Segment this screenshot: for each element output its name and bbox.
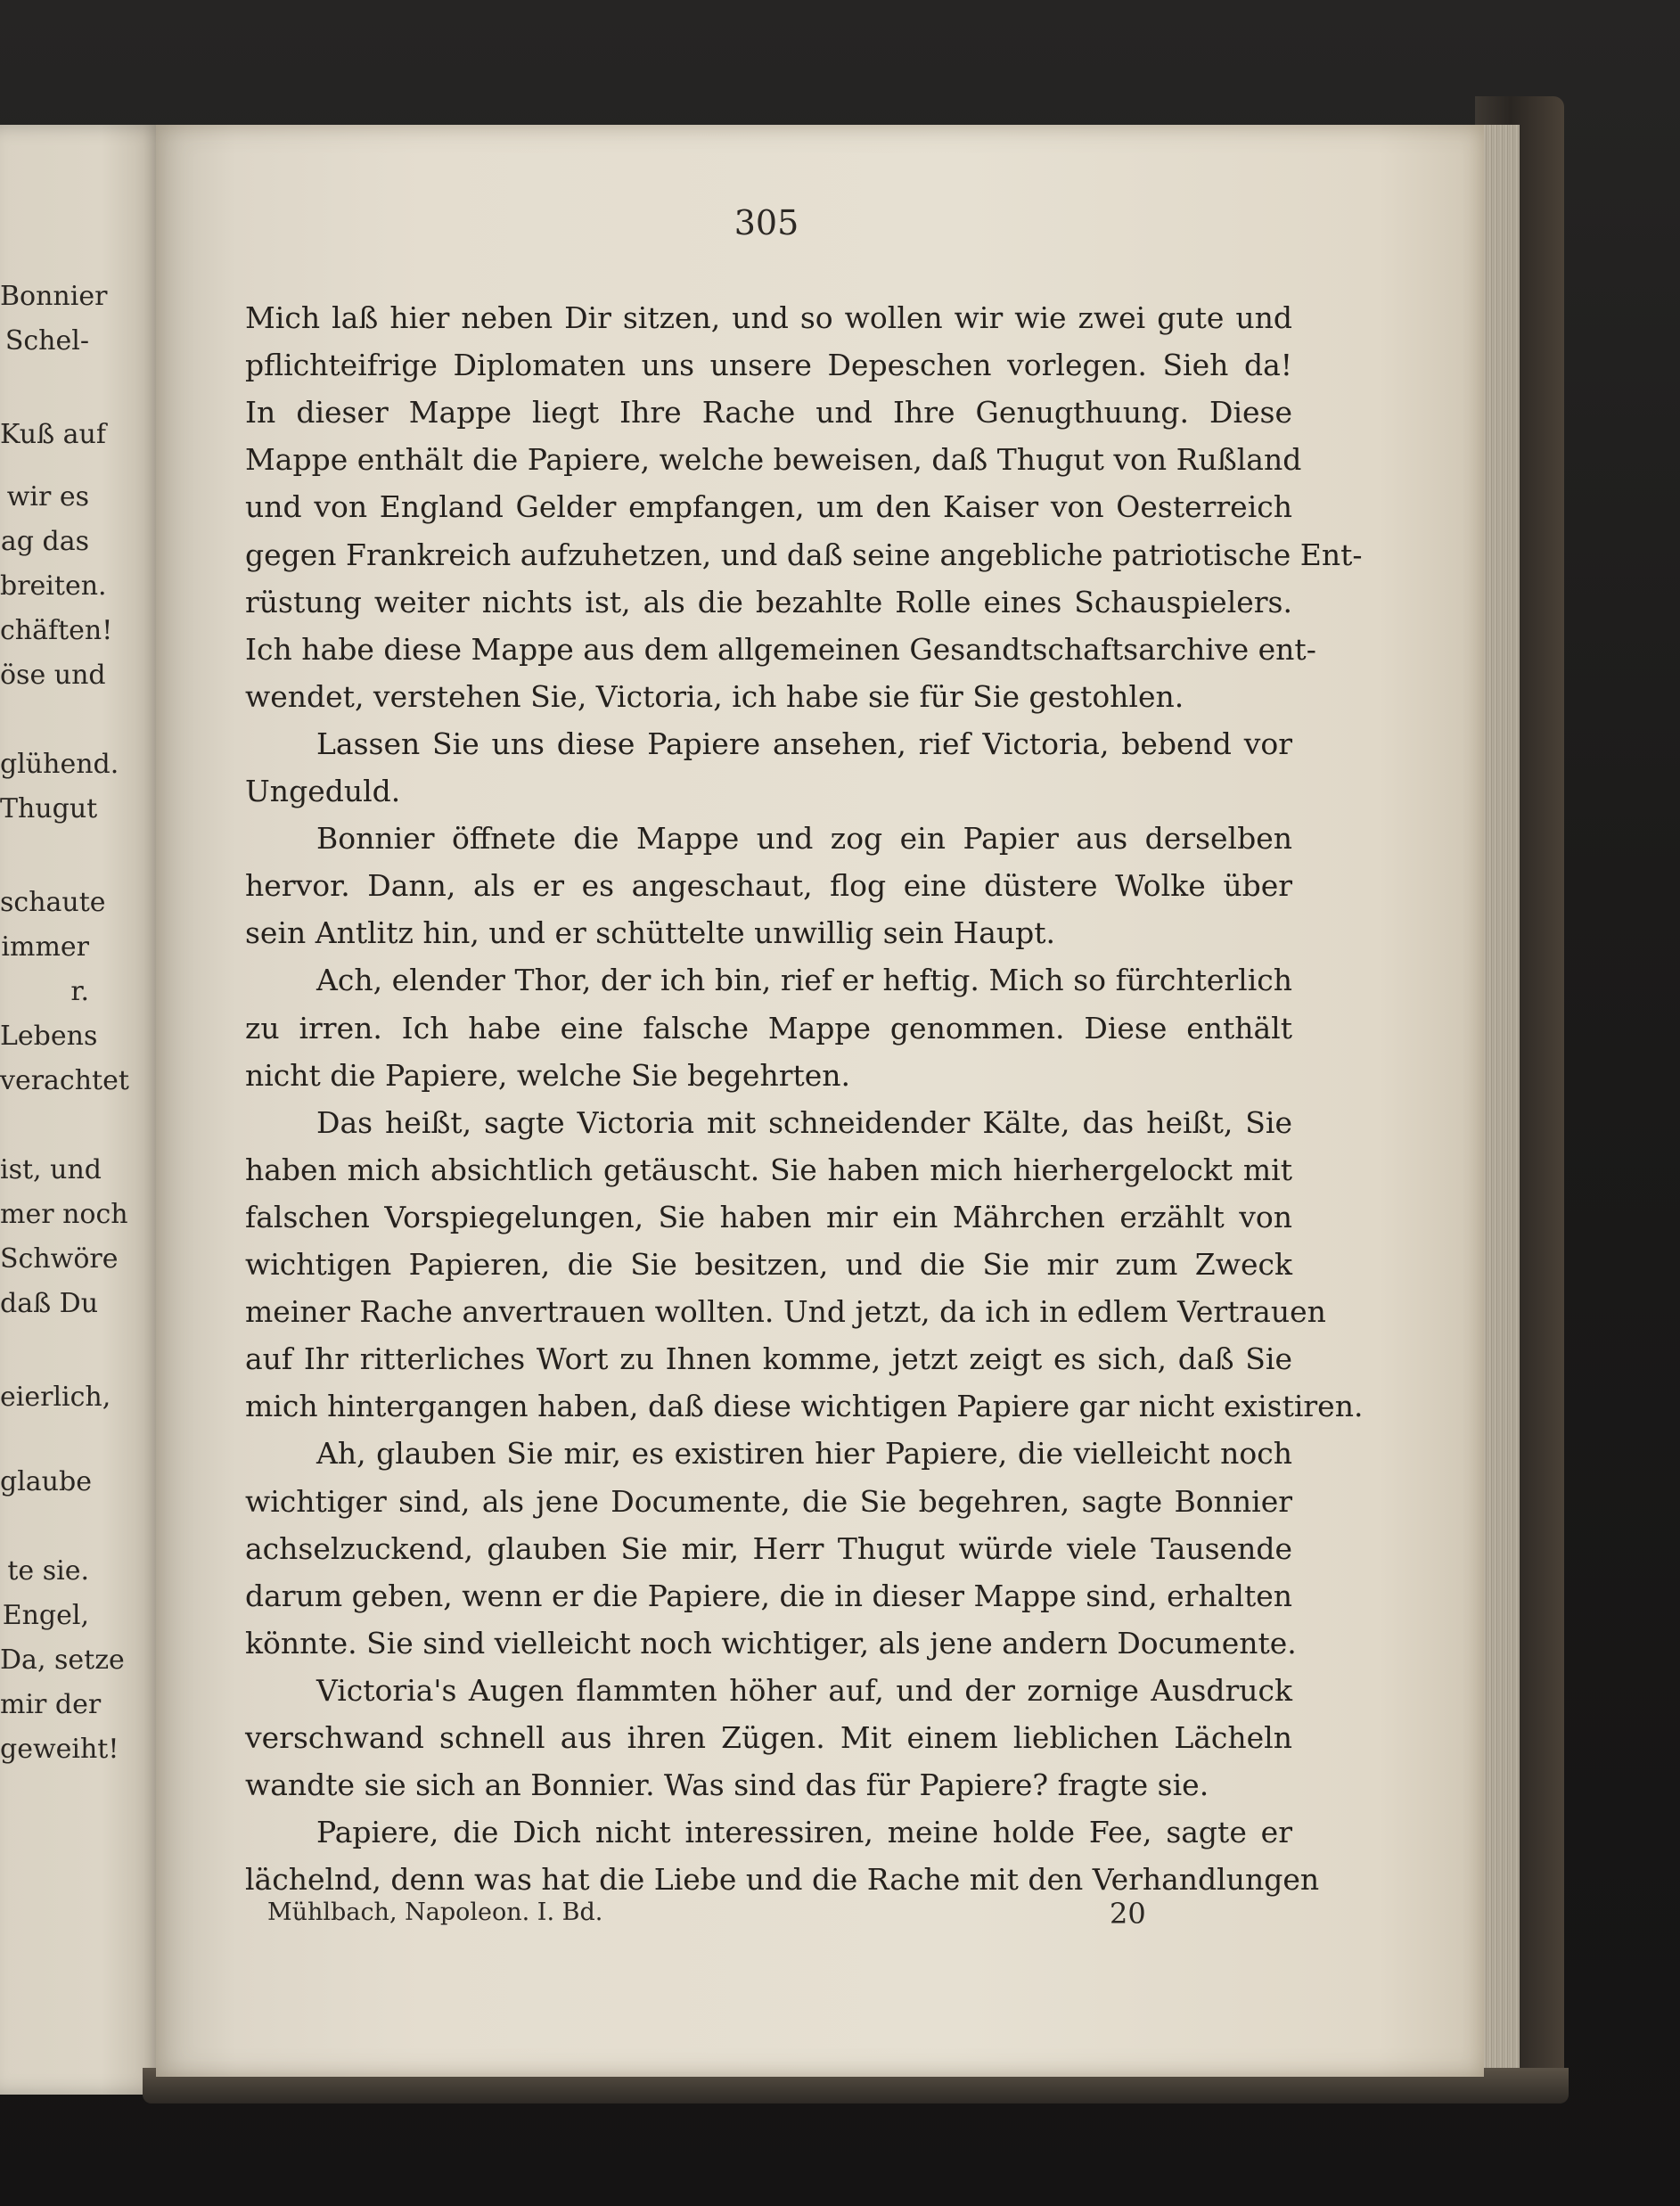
text-line: hervor. Dann, als er es angeschaut, flog eine düstere Wolke über: [245, 868, 1292, 903]
facing-page-fragment: r.: [70, 976, 89, 1007]
text-line: Lassen Sie uns diese Papiere ansehen, rief Victoria, bebend vor: [316, 726, 1292, 761]
facing-page-fragment: mir der: [0, 1689, 102, 1720]
text-line: nicht die Papiere, welche Sie begehrten.: [245, 1058, 851, 1093]
text-line: falschen Vorspiegelungen, Sie haben mir ein Mährchen erzählt von: [245, 1200, 1292, 1234]
facing-page-fragment: Da, setze: [0, 1644, 125, 1676]
text-line: und von England Gelder empfangen, um den Kaiser von Oesterreich: [245, 489, 1292, 524]
footer-signature: Mühlbach, Napoleon. I. Bd.: [267, 1898, 603, 1926]
text-line: gegen Frankreich aufzuhetzen, und daß seine angebliche patriotische Ent-: [245, 537, 1363, 572]
text-line: darum geben, wenn er die Papiere, die in dieser Mappe sind, erhalten: [245, 1579, 1292, 1613]
text-line: auf Ihr ritterliches Wort zu Ihnen komme, jetzt zeigt es sich, daß Sie: [245, 1341, 1292, 1376]
text-line: sein Antlitz hin, und er schüttelte unwillig sein Haupt.: [245, 915, 1056, 950]
facing-page-fragment: ag das: [0, 526, 89, 557]
facing-page-fragment: Kuß auf: [0, 419, 106, 450]
text-line: achselzuckend, glauben Sie mir, Herr Thugut würde viele Tausende: [245, 1531, 1292, 1566]
page-number: 305: [733, 203, 799, 242]
text-line: lächelnd, denn was hat die Liebe und die Rache mit den Verhandlungen: [245, 1862, 1320, 1897]
text-line: verschwand schnell aus ihren Zügen. Mit einem lieblichen Lächeln: [245, 1720, 1292, 1755]
facing-page-fragment: Lebens: [0, 1021, 98, 1052]
facing-page-fragment: chäften!: [0, 615, 113, 646]
facing-page-fragment: Engel,: [2, 1600, 89, 1631]
text-line: mich hintergangen haben, daß diese wichtigen Papiere gar nicht existiren.: [245, 1389, 1364, 1423]
facing-page-fragment: geweiht!: [0, 1734, 119, 1765]
text-line: wandte sie sich an Bonnier. Was sind das für Papiere? fragte sie.: [245, 1767, 1209, 1802]
text-line: Mich laß hier neben Dir sitzen, und so wollen wir wie zwei gute und: [245, 300, 1292, 335]
facing-page-fragment: Bonnier: [0, 281, 108, 312]
text-line: wendet, verstehen Sie, Victoria, ich habe sie für Sie gestohlen.: [245, 679, 1184, 714]
facing-page-fragment: te sie.: [7, 1555, 89, 1587]
facing-page-fragment: immer: [1, 931, 89, 963]
facing-page-fragment: Schel-: [4, 325, 89, 357]
facing-page-fragment: wir es: [6, 481, 89, 513]
text-line: wichtigen Papieren, die Sie besitzen, und die Sie mir zum Zweck: [245, 1247, 1292, 1282]
facing-page-fragment: öse und: [0, 660, 106, 691]
text-line: Das heißt, sagte Victoria mit schneidender Kälte, das heißt, Sie: [316, 1105, 1292, 1140]
footer-sheet-number: 20: [1110, 1897, 1146, 1931]
facing-page-fragment: ist, und: [0, 1154, 102, 1185]
text-line: meiner Rache anvertrauen wollten. Und jetzt, da ich in edlem Vertrauen: [245, 1294, 1326, 1329]
text-line: haben mich absichtlich getäuscht. Sie haben mich hierhergelockt mit: [245, 1152, 1292, 1187]
text-line: wichtiger sind, als jene Documente, die Sie begehren, sagte Bonnier: [245, 1484, 1292, 1519]
facing-page-fragment: daß Du: [0, 1288, 99, 1319]
facing-page-fragment: verachtet: [0, 1065, 129, 1096]
text-line: pflichteifrige Diplomaten uns unsere Depeschen vorlegen. Sieh da!: [245, 348, 1292, 382]
text-line: In dieser Mappe liegt Ihre Rache und Ihre Genugthuung. Diese: [245, 395, 1292, 430]
text-line: Papiere, die Dich nicht interessiren, meine holde Fee, sagte er: [316, 1815, 1292, 1849]
facing-page-fragment: Schwöre: [0, 1243, 119, 1275]
text-line: Ich habe diese Mappe aus dem allgemeinen Gesandtschaftsarchive ent-: [245, 632, 1316, 667]
text-line: zu irren. Ich habe eine falsche Mappe genommen. Diese enthält: [245, 1011, 1292, 1046]
facing-page-fragment: eierlich,: [0, 1382, 111, 1413]
facing-page-fragment: breiten.: [0, 570, 107, 602]
text-line: rüstung weiter nichts ist, als die bezahlte Rolle eines Schauspielers.: [245, 585, 1292, 619]
text-line: Ungeduld.: [245, 774, 401, 808]
text-line: Bonnier öffnete die Mappe und zog ein Papier aus derselben: [316, 821, 1292, 856]
facing-page-fragment: Thugut: [0, 793, 98, 824]
text-line: könnte. Sie sind vielleicht noch wichtiger, als jene andern Documente.: [245, 1626, 1297, 1661]
text-line: Mappe enthält die Papiere, welche beweisen, daß Thugut von Rußland: [245, 442, 1302, 477]
facing-page-fragment: glühend.: [0, 749, 119, 780]
facing-page-fragment: schaute: [0, 887, 106, 918]
text-line: Victoria's Augen flammten höher auf, und der zornige Ausdruck: [316, 1673, 1292, 1708]
facing-page-left: [0, 125, 169, 2095]
facing-page-fragment: mer noch: [0, 1199, 128, 1230]
text-line: Ah, glauben Sie mir, es existiren hier Papiere, die vielleicht noch: [316, 1436, 1292, 1471]
text-line: Ach, elender Thor, der ich bin, rief er heftig. Mich so fürchterlich: [316, 963, 1292, 997]
facing-page-fragment: glaube: [0, 1466, 92, 1497]
